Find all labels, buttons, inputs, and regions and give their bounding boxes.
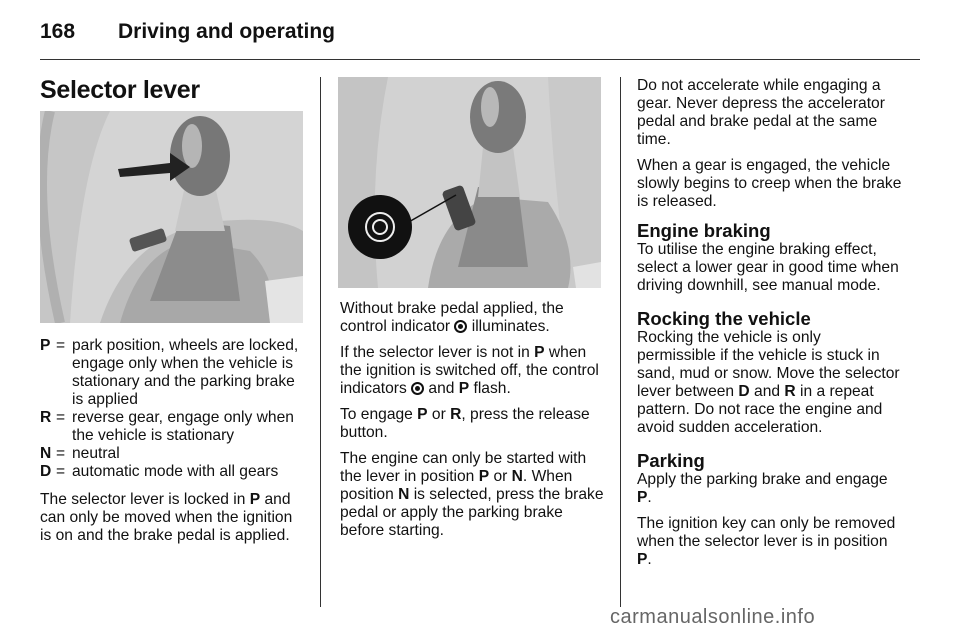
legend-text: reverse gear, engage only when the vehicle is stationary: [72, 409, 294, 444]
indicator-callout: [348, 195, 412, 259]
selector-lever-figure: [40, 111, 303, 323]
control-indicator-illustration: [338, 77, 601, 288]
section-title: Driving and operating: [118, 20, 336, 43]
legend-item-d: [40, 463, 304, 481]
column-divider-1: [320, 77, 321, 607]
column-3-text: [637, 77, 903, 577]
legend-item-r: [40, 409, 304, 445]
gear-legend: [40, 337, 304, 545]
page-header: [40, 18, 920, 58]
flash-paragraph: If the selector lever is not in P when the ignition is switched off, the control indicators and P flash.: [340, 344, 599, 397]
engine-braking-heading: Engine braking: [637, 220, 771, 241]
legend-key: R: [40, 409, 52, 426]
page-number: 168: [40, 20, 76, 43]
indicator-paragraph: Without brake pedal applied, the control indicator illuminates.: [340, 300, 564, 335]
legend-item-n: [40, 445, 304, 463]
parking-heading: Parking: [637, 450, 705, 471]
ignition-key-paragraph: The ignition key can only be removed when the selector lever is in position P.: [637, 515, 896, 568]
page-title: Selector lever: [40, 76, 200, 104]
legend-equals: =: [56, 463, 66, 480]
start-paragraph: The engine can only be started with the lever in position P or N. When position N is selected, press the brake pedal or apply the parking brake before starting.: [340, 450, 604, 539]
legend-equals: =: [56, 409, 66, 426]
engage-paragraph: To engage P or R, press the release button.: [340, 406, 590, 441]
column-2-text: [340, 300, 604, 548]
accelerate-paragraph: Do not accelerate while engaging a gear. Never depress the accelerator pedal and brake pedal at the same time.: [637, 77, 885, 148]
legend-text: neutral: [72, 445, 120, 462]
watermark: carmanualsonline.info: [610, 606, 816, 628]
creep-paragraph: When a gear is engaged, the vehicle slowly begins to creep when the brake is released.: [637, 157, 902, 210]
legend-item-p: [40, 337, 304, 409]
legend-key: P: [40, 337, 51, 354]
control-indicator-figure: [338, 77, 601, 288]
rocking-paragraph: Rocking the vehicle is only permissible if the vehicle is stuck in sand, mud or snow. Move the selector lever between D and R in a repeat pattern. Do not race the engine and avoid sudden acceleration.: [637, 329, 900, 436]
legend-text: park position, wheels are locked, engage only when the vehicle is stationary and the parking brake is applied: [72, 337, 299, 408]
lock-paragraph: The selector lever is locked in P and can only be moved when the ignition is on and the brake pedal is applied.: [40, 491, 293, 544]
legend-key: D: [40, 463, 52, 480]
legend-equals: =: [56, 337, 66, 354]
engine-braking-paragraph: To utilise the engine braking effect, select a lower gear in good time when driving downhill, see manual mode.: [637, 241, 899, 294]
legend-equals: =: [56, 445, 66, 462]
parking-paragraph: Apply the parking brake and engage P.: [637, 471, 888, 506]
selector-lever-illustration: [40, 111, 303, 323]
legend-key: N: [40, 445, 52, 462]
rocking-heading: Rocking the vehicle: [637, 308, 811, 329]
legend-text: automatic mode with all gears: [72, 463, 279, 480]
column-divider-2: [620, 77, 621, 607]
control-indicator-icon: [454, 320, 467, 333]
header-divider: [40, 59, 920, 60]
control-indicator-icon: [411, 382, 424, 395]
